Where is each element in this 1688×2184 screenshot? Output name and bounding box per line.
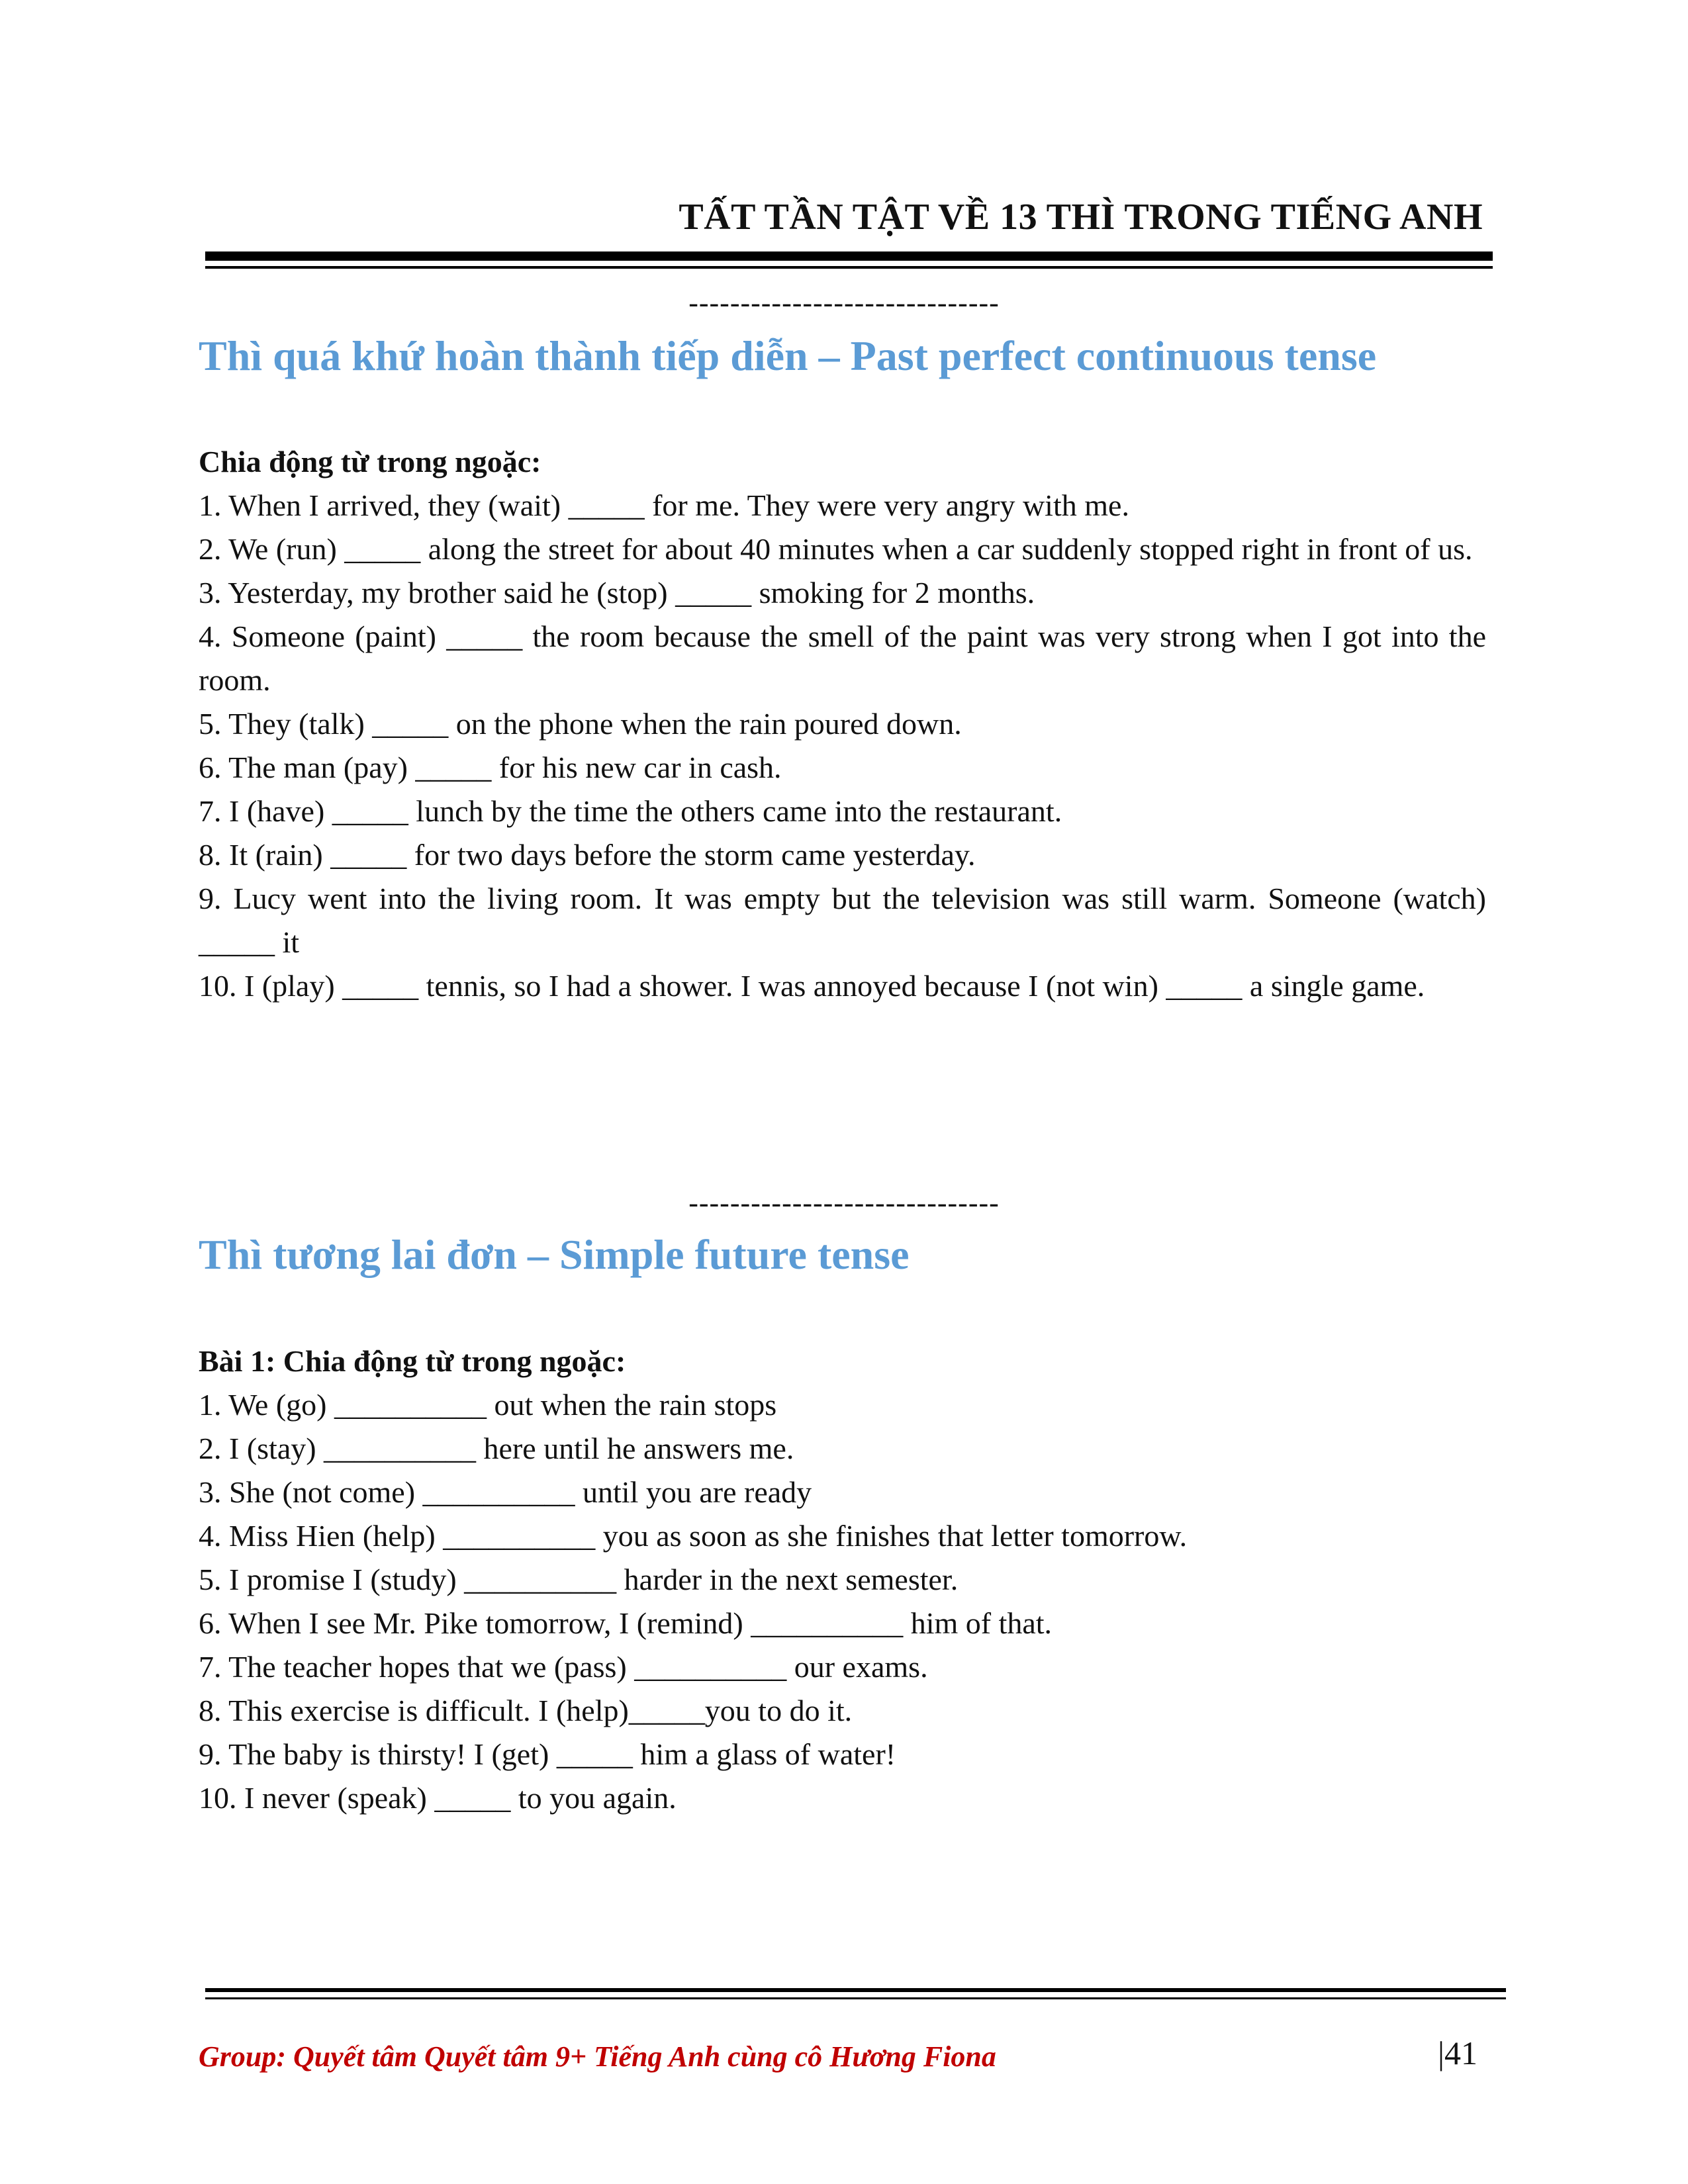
footer-group-name: Group: Quyết tâm Quyết tâm 9+ Tiếng Anh cùng cô Hương Fiona (199, 2040, 996, 2073)
exercise-item: 5. I promise I (study) __________ harder in the next semester. (199, 1563, 959, 1596)
exercise-item: 1. We (go) __________ out when the rain stops (199, 1388, 777, 1422)
exercise-item: 10. I never (speak) _____ to you again. (199, 1781, 677, 1815)
exercise-item: 6. The man (pay) _____ for his new car in cash. (199, 751, 782, 784)
exercise-item: 7. The teacher hopes that we (pass) __________ our exams. (199, 1650, 928, 1684)
section-title-past-perfect-continuous: Thì quá khứ hoàn thành tiếp diễn – Past perfect continuous tense (199, 332, 1377, 379)
exercise-item: 4. Miss Hien (help) __________ you as soon as she finishes that letter tomorrow. (199, 1519, 1188, 1553)
section-separator: ------------------------------ (688, 287, 1000, 319)
footer-rule-thick (205, 1988, 1506, 1992)
section-separator: ------------------------------ (688, 1187, 1000, 1219)
exercise-item: 8. This exercise is difficult. I (help)_____you to do it. (199, 1694, 853, 1727)
exercise-item: 7. I (have) _____ lunch by the time the others came into the restaurant. (199, 794, 1062, 828)
exercise-item: 3. Yesterday, my brother said he (stop) _____ smoking for 2 months. (199, 576, 1035, 610)
exercise-item: 5. They (talk) _____ on the phone when the rain poured down. (199, 707, 962, 741)
exercise-item: 10. I (play) _____ tennis, so I had a shower. I was annoyed because I (not win) _____ a single game. (199, 969, 1425, 1003)
exercise-item: 8. It (rain) _____ for two days before the storm came yesterday. (199, 838, 976, 872)
footer-rule-thin (205, 1997, 1506, 1999)
exercise-item: 2. I (stay) __________ here until he answers me. (199, 1432, 794, 1465)
section-instruction: Bài 1: Chia động từ trong ngoặc: (199, 1344, 626, 1378)
exercise-item: 2. We (run) _____ along the street for about 40 minutes when a car suddenly stopped right in front of us. (199, 532, 1473, 566)
exercise-list-past-perfect-continuous (199, 484, 1486, 1008)
header-rule-thick (205, 251, 1493, 261)
section-title-simple-future: Thì tương lai đơn – Simple future tense (199, 1231, 910, 1278)
exercise-item: 9. Lucy went into the living room. It was empty but the television was still warm. Someone (watch) _____ it (199, 882, 1486, 959)
page-header-title: TẤT TẦN TẬT VỀ 13 THÌ TRONG TIẾNG ANH (679, 197, 1483, 238)
page-number: |41 (1437, 2034, 1477, 2071)
section-instruction: Chia động từ trong ngoặc: (199, 445, 541, 478)
exercise-item: 9. The baby is thirsty! I (get) _____ him a glass of water! (199, 1737, 896, 1771)
header-rule-thin (205, 266, 1493, 269)
exercise-item: 3. She (not come) __________ until you are ready (199, 1475, 812, 1509)
exercise-item: 4. Someone (paint) _____ the room because the smell of the paint was very strong when I got into the room. (199, 619, 1486, 697)
exercise-item: 1. When I arrived, they (wait) _____ for me. They were very angry with me. (199, 488, 1129, 522)
exercise-item: 6. When I see Mr. Pike tomorrow, I (remind) __________ him of that. (199, 1606, 1053, 1640)
exercise-list-simple-future (199, 1383, 1486, 1820)
